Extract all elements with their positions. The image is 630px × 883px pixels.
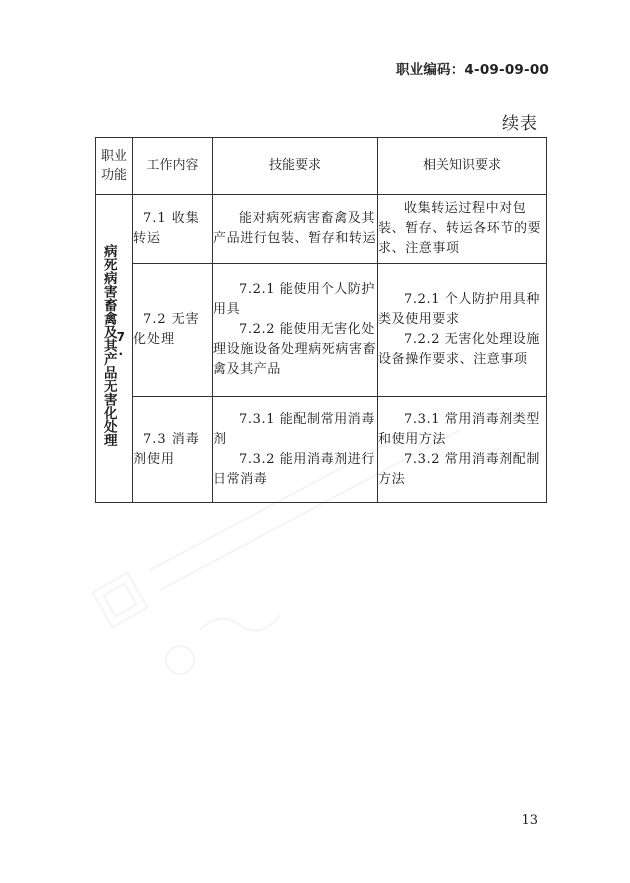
skill-item: 7.3.1 能配制常用消毒剂 [213,411,376,447]
occupational-function-label [101,244,127,447]
skill-item: 7.2.1 能使用个人防护用具 [213,282,376,317]
continued-table-label: 续表 [502,114,538,134]
knowledge-item: 7.3.2 常用消毒剂配制方法 [378,451,541,487]
skill-cell [213,195,378,264]
occupational-function-cell [96,195,133,503]
knowledge-item: 7.2.1 个人防护用具种类及使用要求 [378,292,541,327]
header-knowledge-requirements: 相关知识要求 [378,138,547,195]
knowledge-item: 7.2.2 无害化处理设施设备操作要求、注意事项 [378,332,541,367]
knowledge-item: 7.3.1 常用消毒剂类型和使用方法 [378,411,541,447]
table-row [96,195,547,264]
knowledge-cell [378,264,547,397]
header-work-content: 工作内容 [133,138,213,195]
work-content-cell: 7.1 收集转运 [133,195,213,264]
table-row [96,264,547,397]
header-function [96,138,133,195]
function-name: 病死病害畜禽及其产品无害化处理 [100,243,117,447]
skill-cell [213,397,378,503]
skill-item: 7.2.2 能使用无害化处理设施设备处理病死病害畜禽及其产品 [213,322,377,377]
work-content-cell: 7.2 无害化处理 [133,264,213,397]
knowledge-cell [378,195,547,264]
function-number: 7. [113,329,128,358]
header-function-label: 职业功能 [100,148,127,183]
work-content-cell: 7.3 消毒剂使用 [133,397,213,503]
skill-cell [213,264,378,397]
occupation-code: 职业编码：4-09-09-00 [395,62,549,78]
knowledge-item: 收集转运过程中对包装、暂存、转运各环节的要求、注意事项 [378,201,542,256]
header-skill-requirements: 技能要求 [213,138,378,195]
skill-item: 能对病死病害畜禽及其产品进行包装、暂存和转运 [213,211,377,246]
page-number: 13 [521,813,538,828]
skill-requirements-table [95,137,547,503]
skill-item: 7.3.2 能用消毒剂进行日常消毒 [213,451,376,487]
table-row [96,397,547,503]
knowledge-cell [378,397,547,503]
table-header-row [96,138,547,195]
